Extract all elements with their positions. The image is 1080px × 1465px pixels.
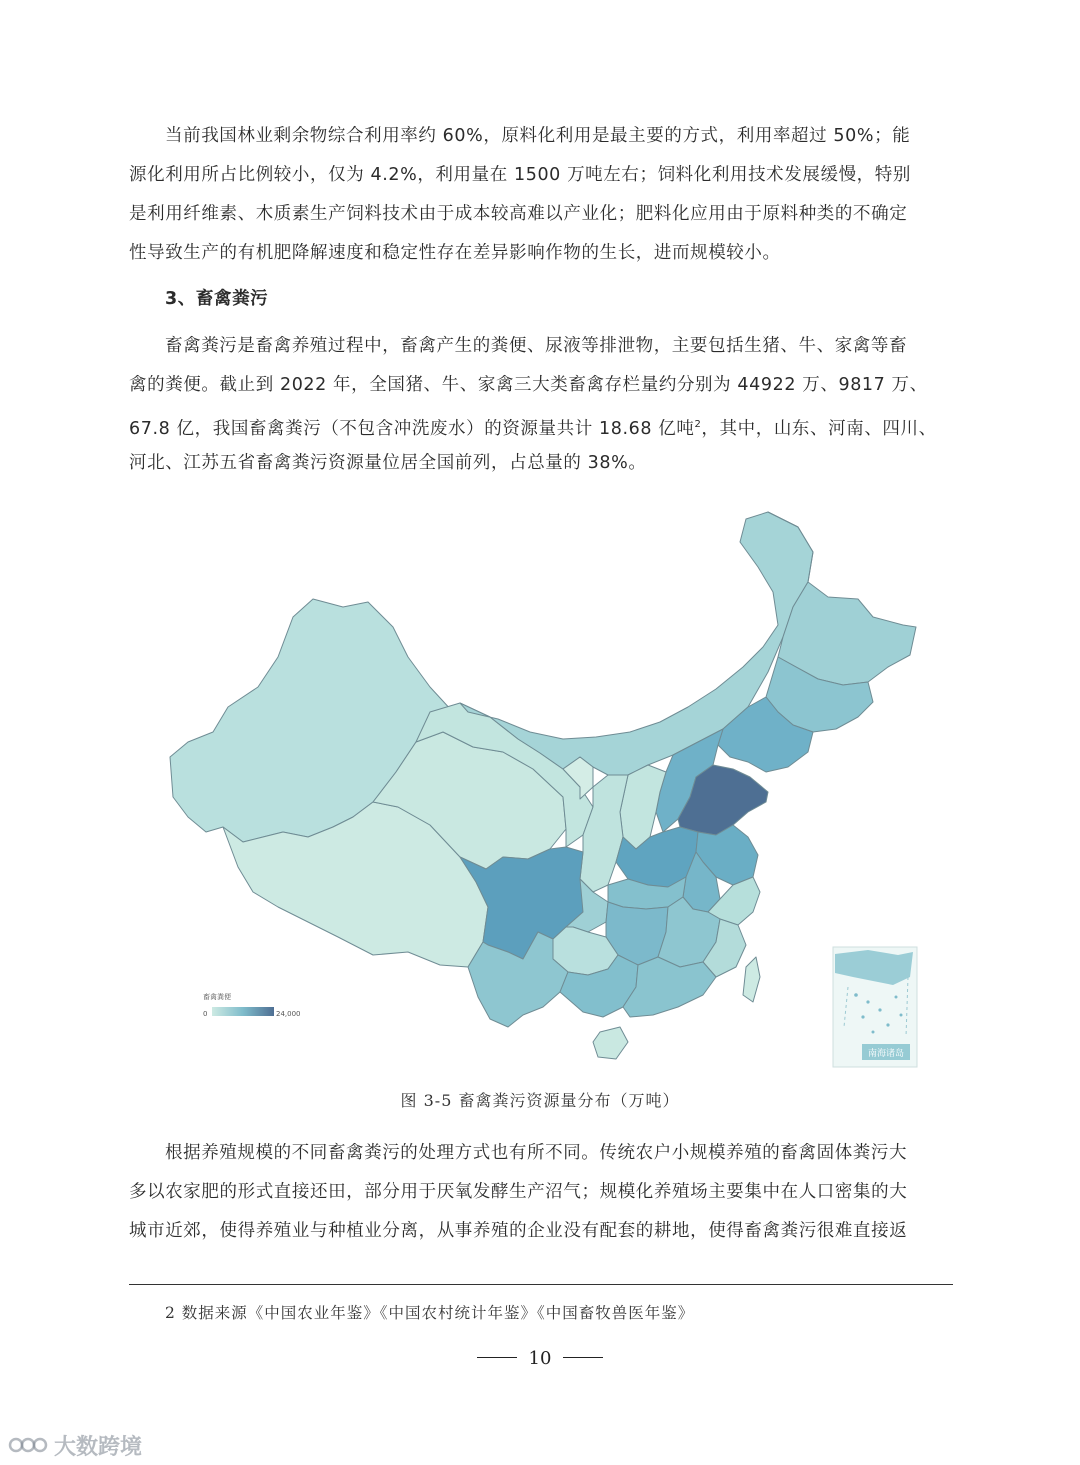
south-china-sea-inset (833, 947, 917, 1067)
treatment-line-1: 根据养殖规模的不同畜禽粪污的处理方式也有所不同。传统农户小规模养殖的畜禽固体粪污大 (165, 1143, 908, 1163)
treatment-paragraph (129, 1134, 953, 1251)
intro-paragraph (129, 117, 953, 273)
manure-line-3-a: 67.8 亿，我国畜禽粪污（不包含冲洗废水）的资源量共计 18.68 亿吨 (129, 419, 695, 439)
page-number-dash-left (477, 1357, 517, 1358)
watermark (8, 1430, 142, 1460)
section-heading: 3、畜禽粪污 (165, 289, 269, 309)
inset-label: 南海诸岛 (867, 1049, 905, 1059)
treatment-line-3: 城市近郊，使得养殖业与种植业分离，从事养殖的企业没有配套的耕地，使得畜禽粪污很难直接返 (129, 1221, 908, 1241)
manure-distribution-map-figure (168, 507, 918, 1070)
legend-color-bar (212, 1007, 274, 1016)
treatment-line-2: 多以农家肥的形式直接还田，部分用于厌氧发酵生产沼气；规模化养殖场主要集中在人口密集的大 (129, 1182, 908, 1202)
manure-line-4: 河北、江苏五省畜禽粪污资源量位居全国前列，占总量的 38%。 (129, 453, 647, 473)
manure-line-1: 畜禽粪污是畜禽养殖过程中，畜禽产生的粪便、尿液等排泄物，主要包括生猪、牛、家禽等畜 (165, 336, 908, 356)
page-number (0, 1348, 1080, 1369)
choropleth-map (168, 507, 918, 1070)
legend-max-label: 24,000 (276, 1010, 301, 1018)
page-number-value: 10 (528, 1348, 552, 1369)
footnote-divider (129, 1284, 953, 1285)
manure-paragraph (129, 327, 953, 483)
intro-line-2: 源化利用所占比例较小，仅为 4.2%，利用量在 1500 万吨左右；饲料化利用技术发展缓慢，特别 (129, 165, 911, 185)
figure-caption: 图 3-5 畜禽粪污资源量分布（万吨） (400, 1091, 680, 1110)
manure-line-2: 禽的粪便。截止到 2022 年，全国猪、牛、家禽三大类畜禽存栏量约分别为 44922 万、9817 万、 (129, 375, 928, 395)
manure-line-3 (129, 405, 953, 444)
footnote: 2 数据来源《中国农业年鉴》《中国农村统计年鉴》《中国畜牧兽医年鉴》 (165, 1304, 695, 1322)
legend-title: 畜禽粪便 (203, 993, 231, 1001)
page-number-dash-right (563, 1357, 603, 1358)
legend-min-label: 0 (203, 1010, 208, 1018)
watermark-text: 大数跨境 (54, 1434, 143, 1460)
manure-line-3-b: ，其中，山东、河南、四川、 (701, 419, 937, 439)
intro-line-4: 性导致生产的有机肥降解速度和稳定性存在差异影响作物的生长，进而规模较小。 (129, 243, 781, 263)
intro-line-3: 是利用纤维素、木质素生产饲料技术由于成本较高难以产业化；肥料化应用由于原料种类的不确定 (129, 204, 908, 224)
intro-line-1: 当前我国林业剩余物综合利用率约 60%，原料化利用是最主要的方式，利用率超过 50%；能 (165, 126, 911, 146)
footnote-reference[interactable]: 2 (694, 419, 702, 430)
watermark-logo-icon (8, 1433, 50, 1457)
